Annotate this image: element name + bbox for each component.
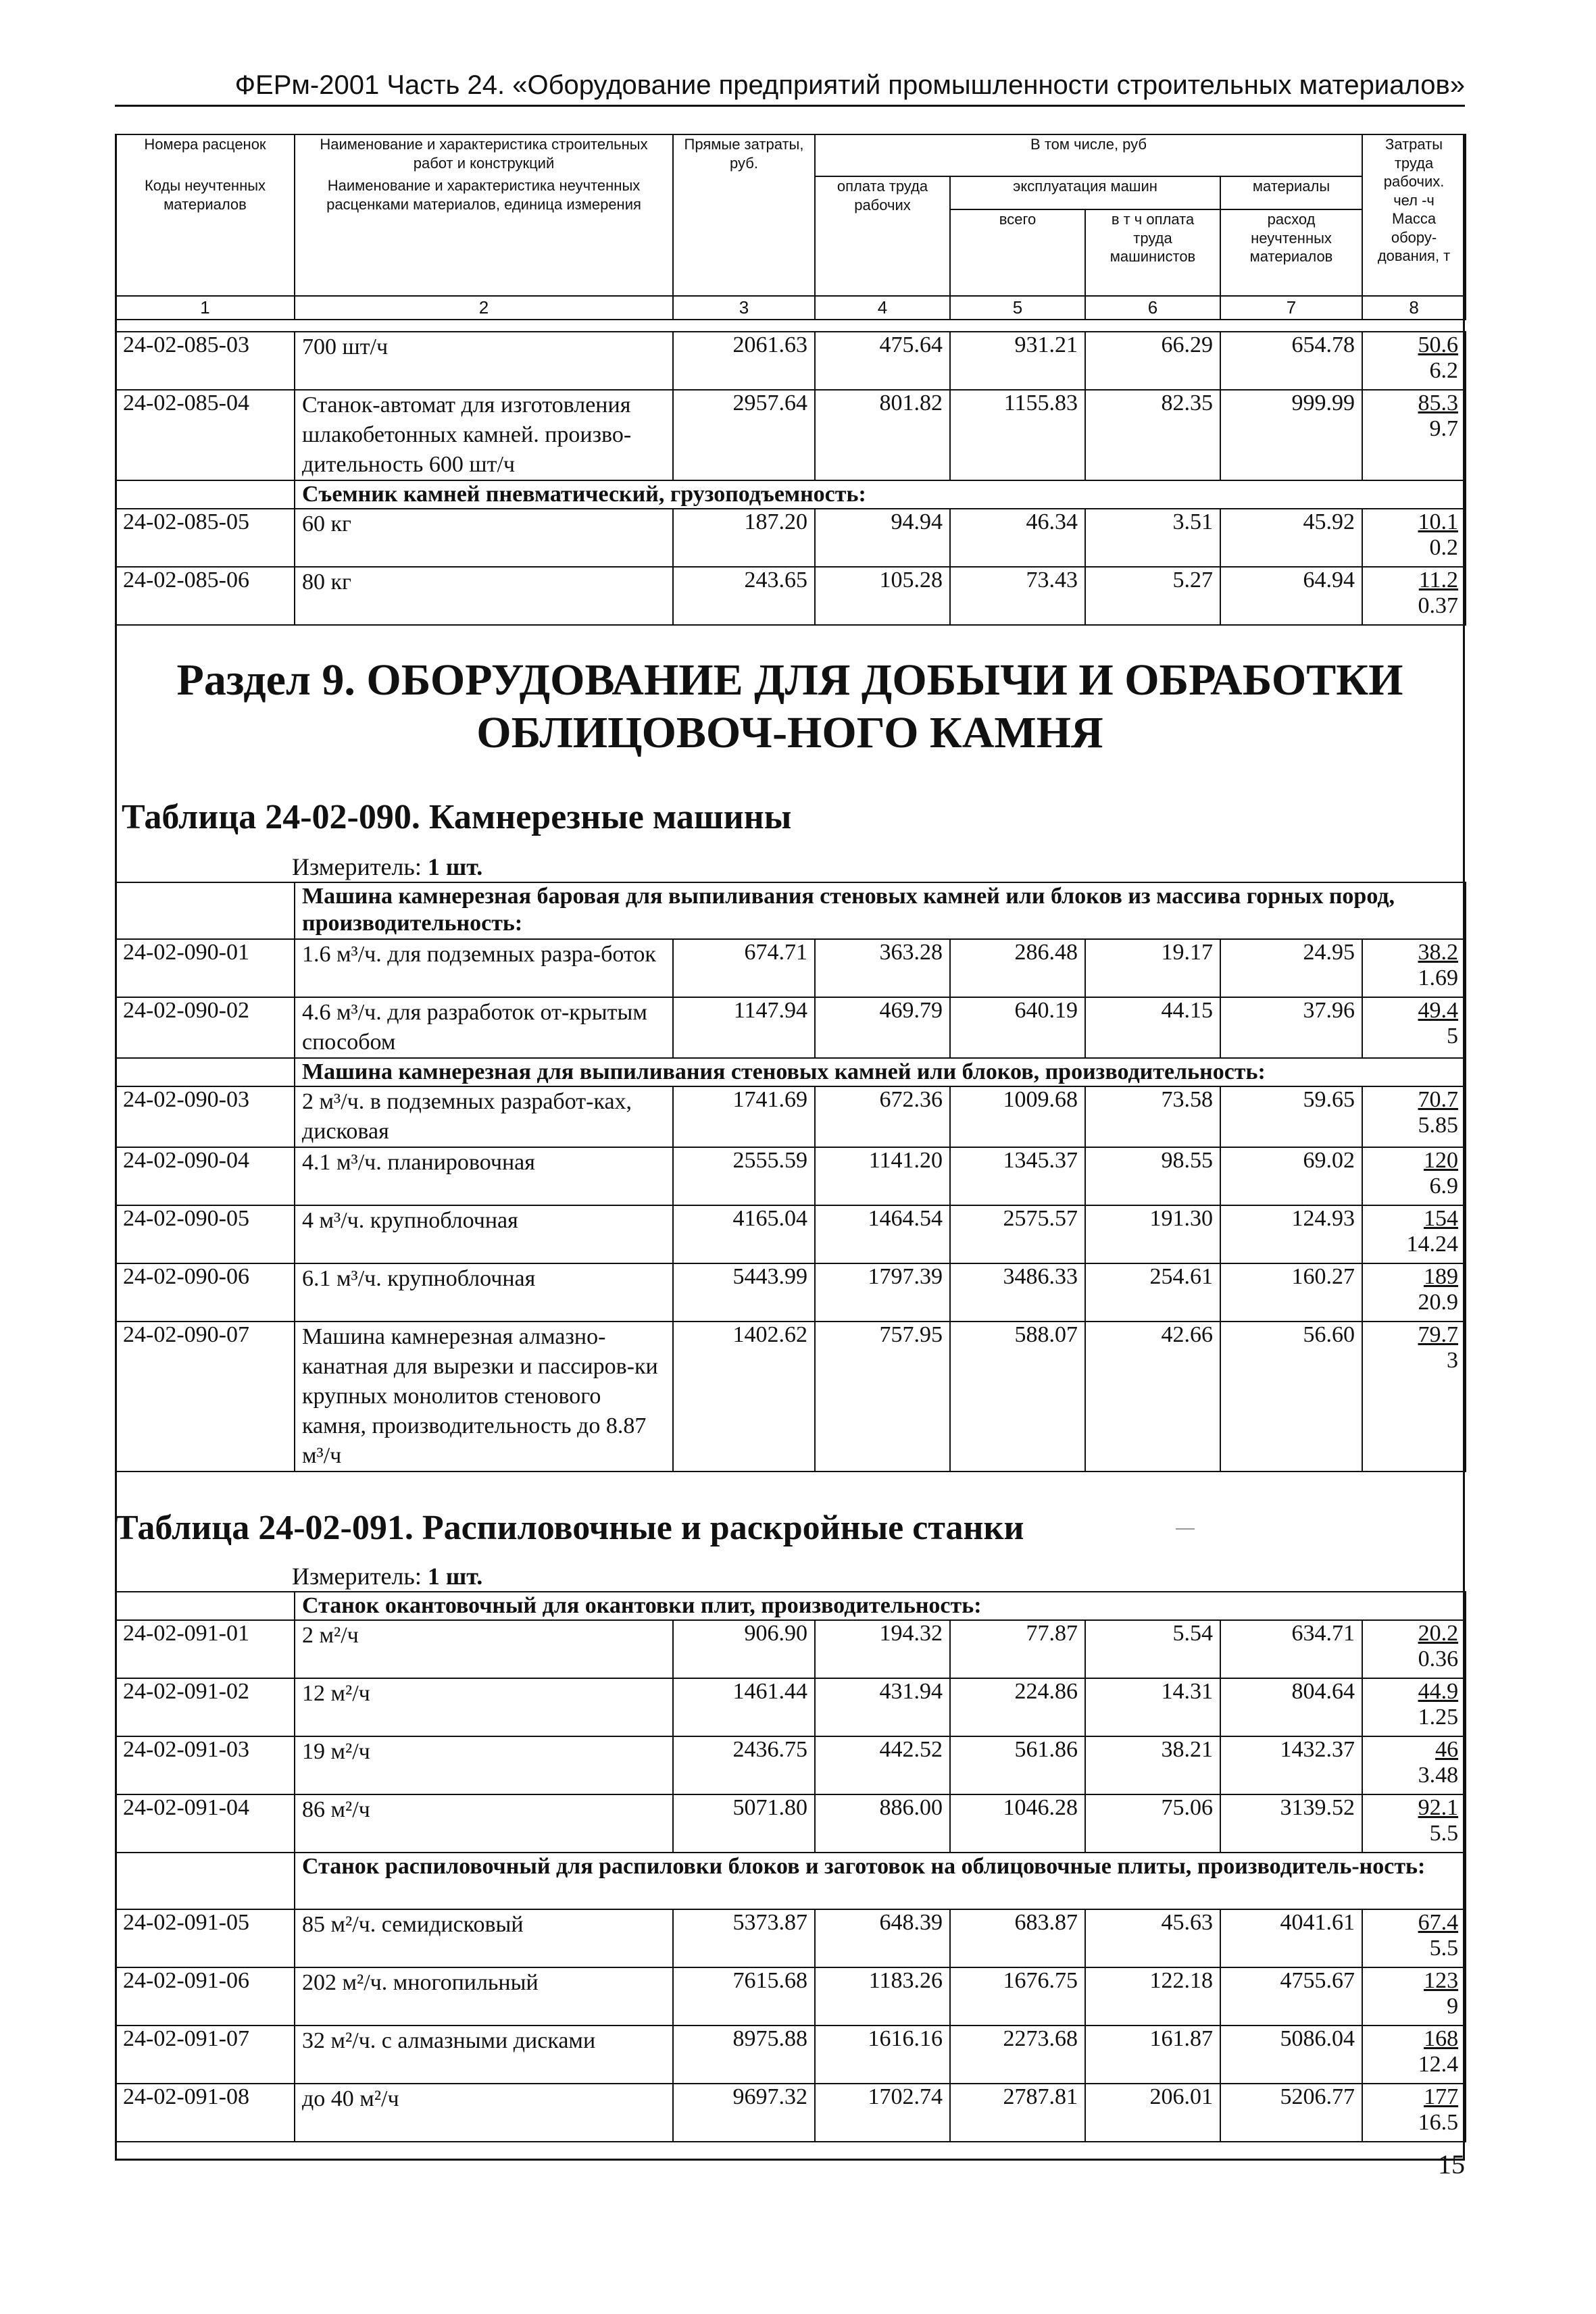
hdr-material-use: расход неучтенных материалов [1220, 209, 1362, 296]
group-row [116, 1592, 1466, 1620]
machines-total: 1345.37 [950, 1147, 1085, 1205]
labor-and-mass [1362, 1147, 1466, 1205]
labor-hours: 79.7 [1418, 1322, 1458, 1347]
labor-and-mass [1362, 567, 1466, 625]
measure-value: 1 шт. [427, 853, 483, 880]
equipment-mass: 5 [1447, 1024, 1458, 1049]
measure-value: 1 шт. [427, 1563, 483, 1590]
operator-pay: 254.61 [1085, 1263, 1220, 1322]
work-name: Машина камнерезная алмазно-канатная для вырезки и пассиров-ки крупных монолитов стенового камня, производительность до 8.87 м³/ч [295, 1322, 673, 1472]
equipment-mass: 0.37 [1418, 593, 1458, 618]
labor-hours: 154 [1424, 1206, 1458, 1231]
running-header [115, 64, 1465, 107]
labor-and-mass [1362, 1263, 1466, 1322]
table-row [116, 1909, 1466, 1967]
machines-total: 640.19 [950, 997, 1085, 1058]
operator-pay: 5.54 [1085, 1620, 1220, 1678]
direct-costs: 8975.88 [673, 2026, 815, 2084]
rate-code: 24-02-091-06 [116, 1967, 295, 2026]
material-costs: 37.96 [1220, 997, 1362, 1058]
material-costs: 5206.77 [1220, 2084, 1362, 2142]
labor-hours: 67.4 [1418, 1910, 1459, 1935]
work-name: 60 кг [295, 509, 673, 567]
rate-code: 24-02-091-07 [116, 2026, 295, 2084]
hdr-material-names: Наименование и характеристика неучтенных расценками материалов, единица измерения [295, 176, 673, 296]
direct-costs: 1402.62 [673, 1322, 815, 1472]
rate-code: 24-02-085-04 [116, 390, 295, 480]
work-name: 4.1 м³/ч. планировочная [295, 1147, 673, 1205]
col-num-4: 4 [815, 296, 950, 320]
work-name: 80 кг [295, 567, 673, 625]
labor-and-mass [1362, 939, 1466, 997]
work-name: 85 м²/ч. семидисковый [295, 1909, 673, 1967]
table-row [116, 509, 1466, 567]
rate-code: 24-02-090-01 [116, 939, 295, 997]
machines-total: 46.34 [950, 509, 1085, 567]
table-row [116, 567, 1466, 625]
direct-costs: 187.20 [673, 509, 815, 567]
hdr-labor-hours: Затраты труда рабочих. чел -ч [1362, 134, 1466, 209]
worker-pay: 648.39 [815, 1909, 950, 1967]
group-title: Станок окантовочный для окантовки плит, производительность: [295, 1592, 1466, 1620]
labor-and-mass [1362, 1967, 1466, 2026]
operator-pay: 75.06 [1085, 1794, 1220, 1853]
operator-pay: 19.17 [1085, 939, 1220, 997]
table-row [116, 1322, 1466, 1472]
material-costs: 4755.67 [1220, 1967, 1362, 2026]
labor-and-mass [1362, 1678, 1466, 1736]
equipment-mass: 3.48 [1418, 1763, 1459, 1788]
work-name: 32 м²/ч. с алмазными дисками [295, 2026, 673, 2084]
worker-pay: 431.94 [815, 1678, 950, 1736]
material-costs: 69.02 [1220, 1147, 1362, 1205]
labor-hours: 177 [1424, 2084, 1459, 2109]
group-row [116, 1058, 1466, 1086]
direct-costs: 906.90 [673, 1620, 815, 1678]
machines-total: 73.43 [950, 567, 1085, 625]
direct-costs: 2957.64 [673, 390, 815, 480]
equipment-mass: 16.5 [1418, 2110, 1459, 2135]
table-row [116, 1620, 1466, 1678]
labor-hours: 50.6 [1418, 332, 1458, 357]
rate-code: 24-02-091-02 [116, 1678, 295, 1736]
operator-pay: 98.55 [1085, 1147, 1220, 1205]
group-title: Машина камнерезная для выпиливания стеновых камней или блоков, производительность: [295, 1058, 1466, 1086]
worker-pay: 1141.20 [815, 1147, 950, 1205]
work-name: до 40 м²/ч [295, 2084, 673, 2142]
equipment-mass: 9.7 [1429, 416, 1458, 441]
work-name: 202 м²/ч. многопильный [295, 1967, 673, 2026]
col-num-1: 1 [116, 296, 295, 320]
table-row [116, 390, 1466, 480]
operator-pay: 38.21 [1085, 1736, 1220, 1794]
running-title: ФЕРм-2001 Часть 24. «Оборудование предприятий промышленности строительных материалов» [234, 70, 1465, 100]
machines-total: 1155.83 [950, 390, 1085, 480]
work-name: 12 м²/ч [295, 1678, 673, 1736]
hdr-direct-costs: Прямые затраты, руб. [673, 134, 815, 296]
col-num-7: 7 [1220, 296, 1362, 320]
equipment-mass: 6.9 [1429, 1174, 1458, 1199]
table-row [116, 2084, 1466, 2142]
labor-and-mass [1362, 1794, 1466, 1853]
work-name: 86 м²/ч [295, 1794, 673, 1853]
machines-total: 2273.68 [950, 2026, 1085, 2084]
labor-hours: 123 [1424, 1968, 1459, 1993]
table-row [116, 2026, 1466, 2084]
table-090 [115, 882, 1466, 1472]
hdr-rate-numbers: Номера расценок [116, 134, 295, 176]
table-row [116, 1794, 1466, 1853]
operator-pay: 44.15 [1085, 997, 1220, 1058]
labor-and-mass [1362, 509, 1466, 567]
table-085 [115, 331, 1466, 626]
labor-and-mass [1362, 997, 1466, 1058]
operator-pay: 161.87 [1085, 2026, 1220, 2084]
table-row [116, 1736, 1466, 1794]
section-title: Раздел 9. ОБОРУДОВАНИЕ ДЛЯ ДОБЫЧИ И ОБРАБОТКИ ОБЛИЦОВОЧ-НОГО КАМНЯ [176, 655, 1403, 757]
labor-and-mass [1362, 1736, 1466, 1794]
labor-hours: 46 [1435, 1737, 1459, 1762]
labor-and-mass [1362, 1322, 1466, 1472]
table-row [116, 1967, 1466, 2026]
equipment-mass: 5.5 [1429, 1821, 1459, 1846]
labor-hours: 10.1 [1418, 509, 1458, 534]
table-row [116, 1678, 1466, 1736]
machines-total: 3486.33 [950, 1263, 1085, 1322]
material-costs: 999.99 [1220, 390, 1362, 480]
col-num-5: 5 [950, 296, 1085, 320]
worker-pay: 363.28 [815, 939, 950, 997]
labor-and-mass [1362, 1909, 1466, 1967]
work-name: 2 м³/ч. в подземных разработ-ках, дисковая [295, 1086, 673, 1147]
equipment-mass: 1.69 [1418, 965, 1458, 990]
labor-hours: 70.7 [1418, 1087, 1458, 1112]
operator-pay: 3.51 [1085, 509, 1220, 567]
machines-total: 77.87 [950, 1620, 1085, 1678]
operator-pay: 45.63 [1085, 1909, 1220, 1967]
equipment-mass: 9 [1447, 1994, 1459, 2019]
equipment-mass: 6.2 [1429, 358, 1458, 383]
material-costs: 45.92 [1220, 509, 1362, 567]
labor-hours: 189 [1424, 1264, 1458, 1289]
col-num-3: 3 [673, 296, 815, 320]
direct-costs: 1741.69 [673, 1086, 815, 1147]
table-row [116, 1263, 1466, 1322]
hdr-worker-pay: оплата труда рабочих [815, 176, 950, 296]
direct-costs: 1147.94 [673, 997, 815, 1058]
table-090-title: Таблица 24-02-090. Камнерезные машины [122, 798, 792, 836]
equipment-mass: 20.9 [1418, 1290, 1458, 1315]
direct-costs: 5071.80 [673, 1794, 815, 1853]
material-costs: 1432.37 [1220, 1736, 1362, 1794]
machines-total: 286.48 [950, 939, 1085, 997]
worker-pay: 801.82 [815, 390, 950, 480]
direct-costs: 2555.59 [673, 1147, 815, 1205]
direct-costs: 674.71 [673, 939, 815, 997]
equipment-mass: 1.25 [1418, 1705, 1459, 1730]
material-costs: 64.94 [1220, 567, 1362, 625]
table-row [116, 1147, 1466, 1205]
operator-pay: 42.66 [1085, 1322, 1220, 1472]
direct-costs: 243.65 [673, 567, 815, 625]
measure-label: Измеритель: [292, 853, 422, 880]
table-row [116, 997, 1466, 1058]
rate-code: 24-02-091-01 [116, 1620, 295, 1678]
hdr-materials: материалы [1220, 176, 1362, 209]
machines-total: 224.86 [950, 1678, 1085, 1736]
work-name: 4.6 м³/ч. для разработок от-крытым способом [295, 997, 673, 1058]
measure-label: Измеритель: [292, 1563, 422, 1590]
worker-pay: 469.79 [815, 997, 950, 1058]
work-name: 4 м³/ч. крупноблочная [295, 1205, 673, 1263]
hdr-machines-total: всего [950, 209, 1085, 296]
material-costs: 654.78 [1220, 332, 1362, 390]
direct-costs: 2061.63 [673, 332, 815, 390]
rate-code: 24-02-085-06 [116, 567, 295, 625]
column-header [115, 134, 1466, 320]
rate-code: 24-02-091-04 [116, 1794, 295, 1853]
labor-and-mass [1362, 1205, 1466, 1263]
group-row [116, 1853, 1466, 1909]
worker-pay: 442.52 [815, 1736, 950, 1794]
work-name: Станок-автомат для изготовления шлакобетонных камней. произво-дительность 600 шт/ч [295, 390, 673, 480]
direct-costs: 9697.32 [673, 2084, 815, 2142]
hdr-equipment-mass: Масса обору-дования, т [1362, 209, 1466, 296]
operator-pay: 82.35 [1085, 390, 1220, 480]
labor-hours: 20.2 [1418, 1621, 1459, 1646]
operator-pay: 206.01 [1085, 2084, 1220, 2142]
labor-hours: 85.3 [1418, 391, 1458, 416]
col-num-6: 6 [1085, 296, 1220, 320]
labor-hours: 49.4 [1418, 998, 1458, 1023]
hdr-work-name: Наименование и характеристика строительных работ и конструкций [295, 134, 673, 176]
labor-hours: 44.9 [1418, 1679, 1459, 1704]
worker-pay: 194.32 [815, 1620, 950, 1678]
worker-pay: 1464.54 [815, 1205, 950, 1263]
group-title: Станок распиловочный для распиловки блоков и заготовок на облицовочные плиты, производитель-ность: [295, 1853, 1466, 1909]
material-costs: 56.60 [1220, 1322, 1362, 1472]
scan-mark [1176, 1528, 1195, 1530]
material-costs: 634.71 [1220, 1620, 1362, 1678]
rate-code: 24-02-090-07 [116, 1322, 295, 1472]
worker-pay: 94.94 [815, 509, 950, 567]
labor-and-mass [1362, 390, 1466, 480]
worker-pay: 1797.39 [815, 1263, 950, 1322]
direct-costs: 4165.04 [673, 1205, 815, 1263]
rate-code: 24-02-090-06 [116, 1263, 295, 1322]
labor-hours: 11.2 [1418, 568, 1458, 593]
equipment-mass: 0.2 [1429, 535, 1458, 560]
table-091 [115, 1591, 1466, 2142]
machines-total: 1009.68 [950, 1086, 1085, 1147]
worker-pay: 757.95 [815, 1322, 950, 1472]
machines-total: 2787.81 [950, 2084, 1085, 2142]
equipment-mass: 3 [1447, 1348, 1458, 1373]
labor-and-mass [1362, 2084, 1466, 2142]
rate-code: 24-02-090-04 [116, 1147, 295, 1205]
rate-code: 24-02-090-05 [116, 1205, 295, 1263]
table-091-title: Таблица 24-02-091. Распиловочные и раскройные станки [115, 1509, 1024, 1547]
operator-pay: 73.58 [1085, 1086, 1220, 1147]
machines-total: 1046.28 [950, 1794, 1085, 1853]
worker-pay: 105.28 [815, 567, 950, 625]
labor-hours: 92.1 [1418, 1795, 1459, 1820]
work-name: 19 м²/ч [295, 1736, 673, 1794]
labor-and-mass [1362, 1620, 1466, 1678]
hdr-machines: эксплуатация машин [950, 176, 1220, 209]
page-number: 15 [1438, 2149, 1465, 2180]
rate-code: 24-02-085-05 [116, 509, 295, 567]
work-name: 6.1 м³/ч. крупноблочная [295, 1263, 673, 1322]
direct-costs: 5443.99 [673, 1263, 815, 1322]
worker-pay: 1183.26 [815, 1967, 950, 2026]
work-name: 700 шт/ч [295, 332, 673, 390]
labor-and-mass [1362, 2026, 1466, 2084]
direct-costs: 7615.68 [673, 1967, 815, 2026]
machines-total: 588.07 [950, 1322, 1085, 1472]
rate-code: 24-02-090-03 [116, 1086, 295, 1147]
material-costs: 124.93 [1220, 1205, 1362, 1263]
equipment-mass: 5.5 [1429, 1936, 1459, 1961]
machines-total: 561.86 [950, 1736, 1085, 1794]
machines-total: 2575.57 [950, 1205, 1085, 1263]
material-costs: 160.27 [1220, 1263, 1362, 1322]
rate-code: 24-02-085-03 [116, 332, 295, 390]
equipment-mass: 14.24 [1406, 1232, 1458, 1257]
worker-pay: 672.36 [815, 1086, 950, 1147]
equipment-mass: 0.36 [1418, 1646, 1459, 1671]
machines-total: 683.87 [950, 1909, 1085, 1967]
group-row [116, 480, 1466, 509]
table-090-measure [292, 853, 482, 881]
worker-pay: 475.64 [815, 332, 950, 390]
table-row [116, 332, 1466, 390]
hdr-material-codes: Коды неучтенных материалов [116, 176, 295, 296]
operator-pay: 14.31 [1085, 1678, 1220, 1736]
machines-total: 931.21 [950, 332, 1085, 390]
direct-costs: 5373.87 [673, 1909, 815, 1967]
operator-pay: 122.18 [1085, 1967, 1220, 2026]
group-row [116, 882, 1466, 939]
equipment-mass: 12.4 [1418, 2052, 1459, 2077]
work-name: 2 м²/ч [295, 1620, 673, 1678]
material-costs: 24.95 [1220, 939, 1362, 997]
hdr-including: В том числе, руб [815, 134, 1362, 176]
direct-costs: 1461.44 [673, 1678, 815, 1736]
material-costs: 3139.52 [1220, 1794, 1362, 1853]
hdr-operator-pay: в т ч оплата труда машинистов [1085, 209, 1220, 296]
equipment-mass: 5.85 [1418, 1113, 1458, 1138]
operator-pay: 191.30 [1085, 1205, 1220, 1263]
group-title: Машина камнерезная баровая для выпиливания стеновых камней или блоков из массива горных пород, производительность: [295, 882, 1466, 939]
work-name: 1.6 м³/ч. для подземных разра-боток [295, 939, 673, 997]
labor-hours: 38.2 [1418, 940, 1458, 965]
table-row [116, 1205, 1466, 1263]
table-row [116, 939, 1466, 997]
rate-code: 24-02-091-05 [116, 1909, 295, 1967]
direct-costs: 2436.75 [673, 1736, 815, 1794]
rate-code: 24-02-091-08 [116, 2084, 295, 2142]
worker-pay: 886.00 [815, 1794, 950, 1853]
table-row [116, 1086, 1466, 1147]
labor-and-mass [1362, 1086, 1466, 1147]
rate-code: 24-02-091-03 [116, 1736, 295, 1794]
rate-code: 24-02-090-02 [116, 997, 295, 1058]
table-091-measure [292, 1562, 482, 1590]
worker-pay: 1702.74 [815, 2084, 950, 2142]
material-costs: 59.65 [1220, 1086, 1362, 1147]
worker-pay: 1616.16 [815, 2026, 950, 2084]
operator-pay: 5.27 [1085, 567, 1220, 625]
col-num-8: 8 [1362, 296, 1466, 320]
col-num-2: 2 [295, 296, 673, 320]
material-costs: 5086.04 [1220, 2026, 1362, 2084]
material-costs: 804.64 [1220, 1678, 1362, 1736]
labor-hours: 120 [1424, 1148, 1458, 1173]
operator-pay: 66.29 [1085, 332, 1220, 390]
machines-total: 1676.75 [950, 1967, 1085, 2026]
labor-and-mass [1362, 332, 1466, 390]
labor-hours: 168 [1424, 2026, 1459, 2051]
material-costs: 4041.61 [1220, 1909, 1362, 1967]
group-title: Съемник камней пневматический, грузоподъемность: [295, 480, 1466, 509]
